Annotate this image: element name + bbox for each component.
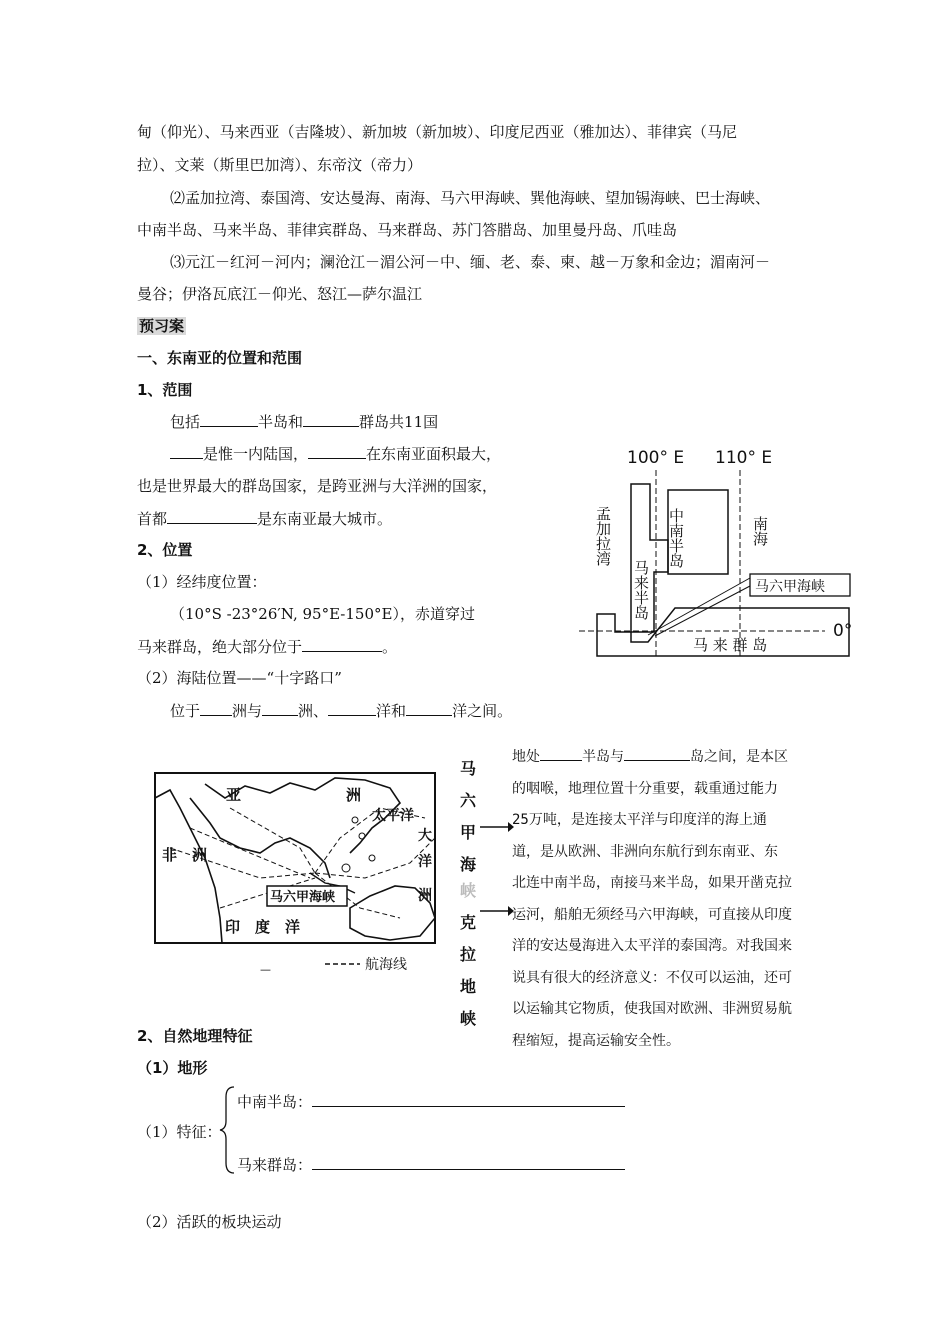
section-preview: 预习案: [139, 317, 185, 335]
plate-label: （2）活跃的板块运动: [137, 1213, 282, 1231]
indochina-line: 中南半岛：: [237, 1091, 625, 1112]
equator-label: 0°: [833, 621, 853, 641]
arrows: [478, 815, 514, 925]
feature-label: （1）特征：: [137, 1123, 222, 1141]
shipping-route-map: [150, 768, 440, 978]
blank-field[interactable]: [328, 700, 376, 716]
blank-field[interactable]: [170, 443, 203, 459]
blank-field[interactable]: [262, 700, 298, 716]
da-label: 大: [418, 828, 432, 844]
yang-label: 洋: [418, 854, 432, 870]
blank-field[interactable]: [312, 1091, 625, 1107]
strait-pointer: [655, 586, 750, 636]
text-line: 曼谷；伊洛瓦底江－仰光、怒江—萨尔温江: [137, 285, 423, 303]
blank-field[interactable]: [200, 411, 258, 427]
scs-label: 南海: [751, 516, 769, 546]
vertical-caption: 马 六 甲 海 峡 克 拉 地 峡: [459, 759, 476, 1028]
southeast-asia-sketch-map: [575, 440, 865, 665]
text-line: ⑵孟加拉湾、泰国湾、安达曼海、南海、马六甲海峡、巽他海峡、望加锡海峡、巴士海峡、: [170, 189, 771, 207]
strait-pointer: [648, 578, 750, 635]
blank-field[interactable]: [540, 745, 582, 761]
zhou2-label: 洲: [418, 888, 432, 904]
pacific-label: 太平洋: [372, 808, 414, 824]
map-mark: —: [260, 963, 271, 976]
lon-110-label: 110° E: [715, 448, 773, 468]
malaypen-label: 马来半岛: [632, 560, 650, 620]
blank-field[interactable]: [167, 508, 257, 524]
heading-terrain: （1）地形: [137, 1059, 208, 1077]
asia-label: 亚: [226, 786, 242, 804]
legend-label: 航海线: [365, 957, 407, 973]
indian-ocean-label: 印 度 洋: [225, 918, 301, 936]
strait-label: 马六甲海峡: [755, 579, 825, 595]
malay-line: 马来群岛，绝大部分位于 。: [137, 638, 398, 656]
malayarch-line: 马来群岛：: [237, 1154, 625, 1175]
archipelago-label: 马 来 群 岛: [693, 636, 768, 654]
sealand-label: （2）海陆位置——“十字路口”: [137, 669, 342, 687]
coords-line: （10°S -23°26′N, 95°E-150°E），赤道穿过: [170, 605, 475, 623]
text-line: ⑶元江－红河－河内；澜沧江－湄公河－中、缅、老、泰、柬、越－万象和金边；湄南河－: [170, 253, 771, 271]
inland-line: 是惟一内陆国， 在东南亚面积最大，: [170, 443, 501, 464]
text-line: 中南半岛、马来半岛、菲律宾群岛、马来群岛、苏门答腊岛、加里曼丹岛、爪哇岛: [137, 221, 678, 239]
blank-field[interactable]: [312, 1154, 625, 1170]
africa-label: 非 洲: [162, 846, 208, 864]
zhou-label: 洲: [346, 786, 362, 804]
blank-field[interactable]: [200, 700, 232, 716]
capital-line: 首都 是东南亚最大城市。: [137, 510, 393, 528]
position-line: 位于 洲与 洲、 洋和 洋之间。: [170, 702, 513, 720]
latlon-label: （1）经纬度位置：: [137, 573, 267, 591]
text-line: 甸（仰光）、马来西亚（吉隆坡）、新加坡（新加坡）、印度尼西亚（雅加达）、菲律宾（马尼: [137, 123, 738, 141]
blank-field[interactable]: [624, 745, 690, 761]
text-line: 拉）、文莱（斯里巴加湾）、东帝汶（帝力）: [137, 156, 423, 174]
blank-field[interactable]: [303, 411, 359, 427]
lon-100-label: 100° E: [627, 448, 685, 468]
strait-label: 马六甲海峡: [270, 890, 336, 905]
bengal-label: 孟加拉湾: [594, 506, 612, 566]
brace: [218, 1085, 238, 1175]
heading-scope: 1、范围: [137, 381, 193, 399]
strait-description: 地处 半岛与 岛之间，是本区 的咽喉，地理位置十分重要，载重通过能力 25万吨，是连接太平洋与印度洋的海上通 道，是从欧洲、非洲向东航行到东南亚、东 北连中南半岛，南接马来半岛，如果开凿克拉 运河，船舶无须经马六甲海峡，可直接从印度 洋的安达曼海进入太平洋的泰国湾。对我国来 说具有很大的经济意义：不仅可以运油，还可 以运输其它物质，使我国对欧洲、非洲贸易航 程缩短，提高运输安全性。: [512, 742, 792, 1057]
archipelago-line: 也是世界最大的群岛国家，是跨亚洲与大洋洲的国家，: [137, 477, 498, 495]
heading-location: 2、位置: [137, 541, 193, 559]
heading-position-scope: 一、东南亚的位置和范围: [137, 349, 303, 367]
indochina-label: 中南半岛: [667, 508, 685, 568]
blank-field[interactable]: [302, 636, 382, 652]
blank-field[interactable]: [308, 443, 366, 459]
heading-natural: 2、自然地理特征: [137, 1027, 253, 1045]
blank-field[interactable]: [406, 700, 452, 716]
scope-line: 包括 半岛和 群岛共11国: [170, 413, 439, 431]
